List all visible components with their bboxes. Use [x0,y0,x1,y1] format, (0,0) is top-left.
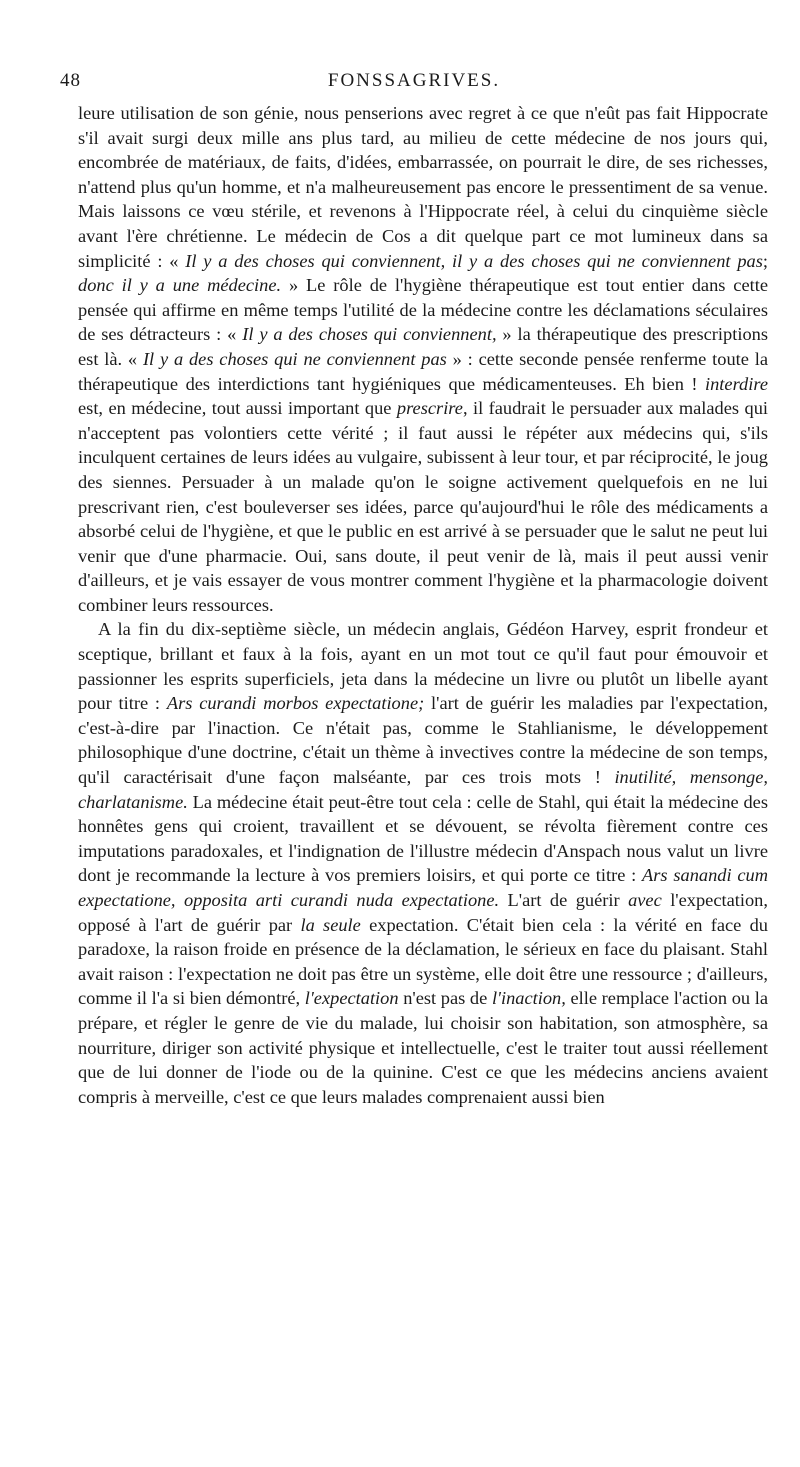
text-run: est, en médecine, tout aussi important que [78,398,397,419]
italic-text: interdire [705,373,768,394]
text-run: » la thérapeutique des prescriptions est là. « [78,324,768,369]
page-number: 48 [60,70,81,91]
text-run: l'expectation, opposé à l'art de guérir par [78,890,768,935]
italic-text: prescrire [396,398,463,419]
text-run: L'art de guérir [499,890,629,910]
text-run: La médecine était peut-être tout cela : celle de Stahl, qui était la médecine des honnêtes gens qui croient, travaillent et se dévouent, se révolta fièrement contre ces imputations paradoxales, et l'indignation de l'illustre médecin d'Anspach nous valut un livre dont je recommande la lecture à vos premiers loisirs, et qui porte ce titre : [78,791,768,886]
text-run: ; [762,250,768,271]
italic-text: Ars sanandi cum expectatione, opposita arti curandi nuda expectatione. [78,865,769,910]
text-run: expectation. C'était bien cela : la vérité en face du paradoxe, la raison froide en présence de la déclamation, le sérieux en face du plaisant. Stahl avait raison : l'expectation ne doit pas être un système, elle doit être une ressource ; d'ailleurs, comme il l'a si bien démontré, [78,914,769,1009]
italic-text: avec [628,890,662,910]
text-run: l'art de guérir les maladies par l'expectation, c'est-à-dire par l'inaction. Ce n'était pas, comme le Stahlianisme, le développement philosophique d'une doctrine, c'était un thème à invectives contre la médecine de son temps, qu'il caractérisait d'une façon malséante, par ces trois mots ! [78,693,768,788]
italic-text: Il y a des choses qui conviennent, il y a des choses qui ne conviennent pas [185,250,763,271]
italic-text: Ars curandi morbos expectatione; [166,693,425,714]
text-run: » : cette seconde pensée renferme toute la thérapeutique des interdictions tant hygiéniques que médicamenteuses. Eh bien ! [78,348,769,394]
page-header [60,70,768,96]
italic-text: la seule [300,914,361,935]
text-run: leure utilisation de son génie, nous penserions avec regret à ce que n'eût pas fait Hippocrate s'il avait surgi deux mille ans plus tard, au milieu de cette médecine de nos jours qui, encombrée de matériaux, de faits, d'idées, embarrassée, on pourrait le dire, de ses richesses, n'attend plus qu'un homme, et n'a malheureusement pas encore le pressentiment de sa venue. Mais laissons ce vœu stérile, et revenons à l'Hippocrate réel, à celui du cinquième siècle avant l'ère chrétienne. Le médecin de Cos a dit quelque part ce mot lumineux dans sa simplicité : « [78,103,768,271]
text-run: n'est pas de [398,988,492,1009]
italic-text: l'expectation [304,988,399,1009]
italic-text: Il y a des choses qui conviennent, [242,324,497,345]
text-run: elle remplace l'action ou la prépare, et régler le genre de vie du malade, lui choisir son habitation, son atmosphère, sa nourriture, diriger son activité physique et intellectuelle, c'est le traiter tout aussi réellement que de lui donner de l'iode ou de la quinine. C'est ce que les médecins anciens avaient compris à merveille, c'est ce que leurs malades comprenaient aussi bien [78,988,769,1107]
italic-text: l'inaction, [491,988,566,1009]
text-run: A la fin du dix-septième siècle, un médecin anglais, Gédéon Harvey, esprit frondeur et sceptique, brillant et faux à la fois, ayant en un mot tout ce qu'il faut pour émouvoir et passionner les esprits superficiels, jeta dans la médecine un livre ou plutôt un libelle ayant pour titre : [78,619,768,714]
text-run: » Le rôle de l'hygiène thérapeutique est tout entier dans cette pensée qui affirme en même temps l'utilité de la médecine contre les déclamations séculaires de ses détracteurs : « [78,275,769,345]
paragraph [78,617,768,1109]
text-run: , il faudrait le persuader aux malades qui n'acceptent pas volontiers cette vérité ; il faut aussi le répéter aux médecins qui, s'ils inculquent certaines de leurs idées au vulgaire, subissent à leur tour, et par réciprocité, le joug des siennes. Persuader à un malade qu'on le soigne activement quelquefois en ne lui prescrivant rien, c'est bouleverser ses idées, parce qu'aujourd'hui le rôle des médicaments a absorbé celui de l'hygiène, et que le public en est arrivé à se persuader que le salut ne peut lui venir que d'une pharmacie. Oui, sans doute, il peut venir de là, mais il peut aussi venir d'ailleurs, et je vais essayer de vous montrer comment l'hygiène et la pharmacologie doivent combiner leurs ressources. [78,398,769,615]
paragraph [78,101,768,617]
running-head: FONSSAGRIVES. [327,70,501,91]
italic-text: Il y a des choses qui ne conviennent pas [142,348,447,369]
body-text [78,101,768,1109]
italic-text: inutilité, mensonge, charlatanisme. [78,767,768,812]
italic-text: donc il y a une médecine. [78,275,282,296]
